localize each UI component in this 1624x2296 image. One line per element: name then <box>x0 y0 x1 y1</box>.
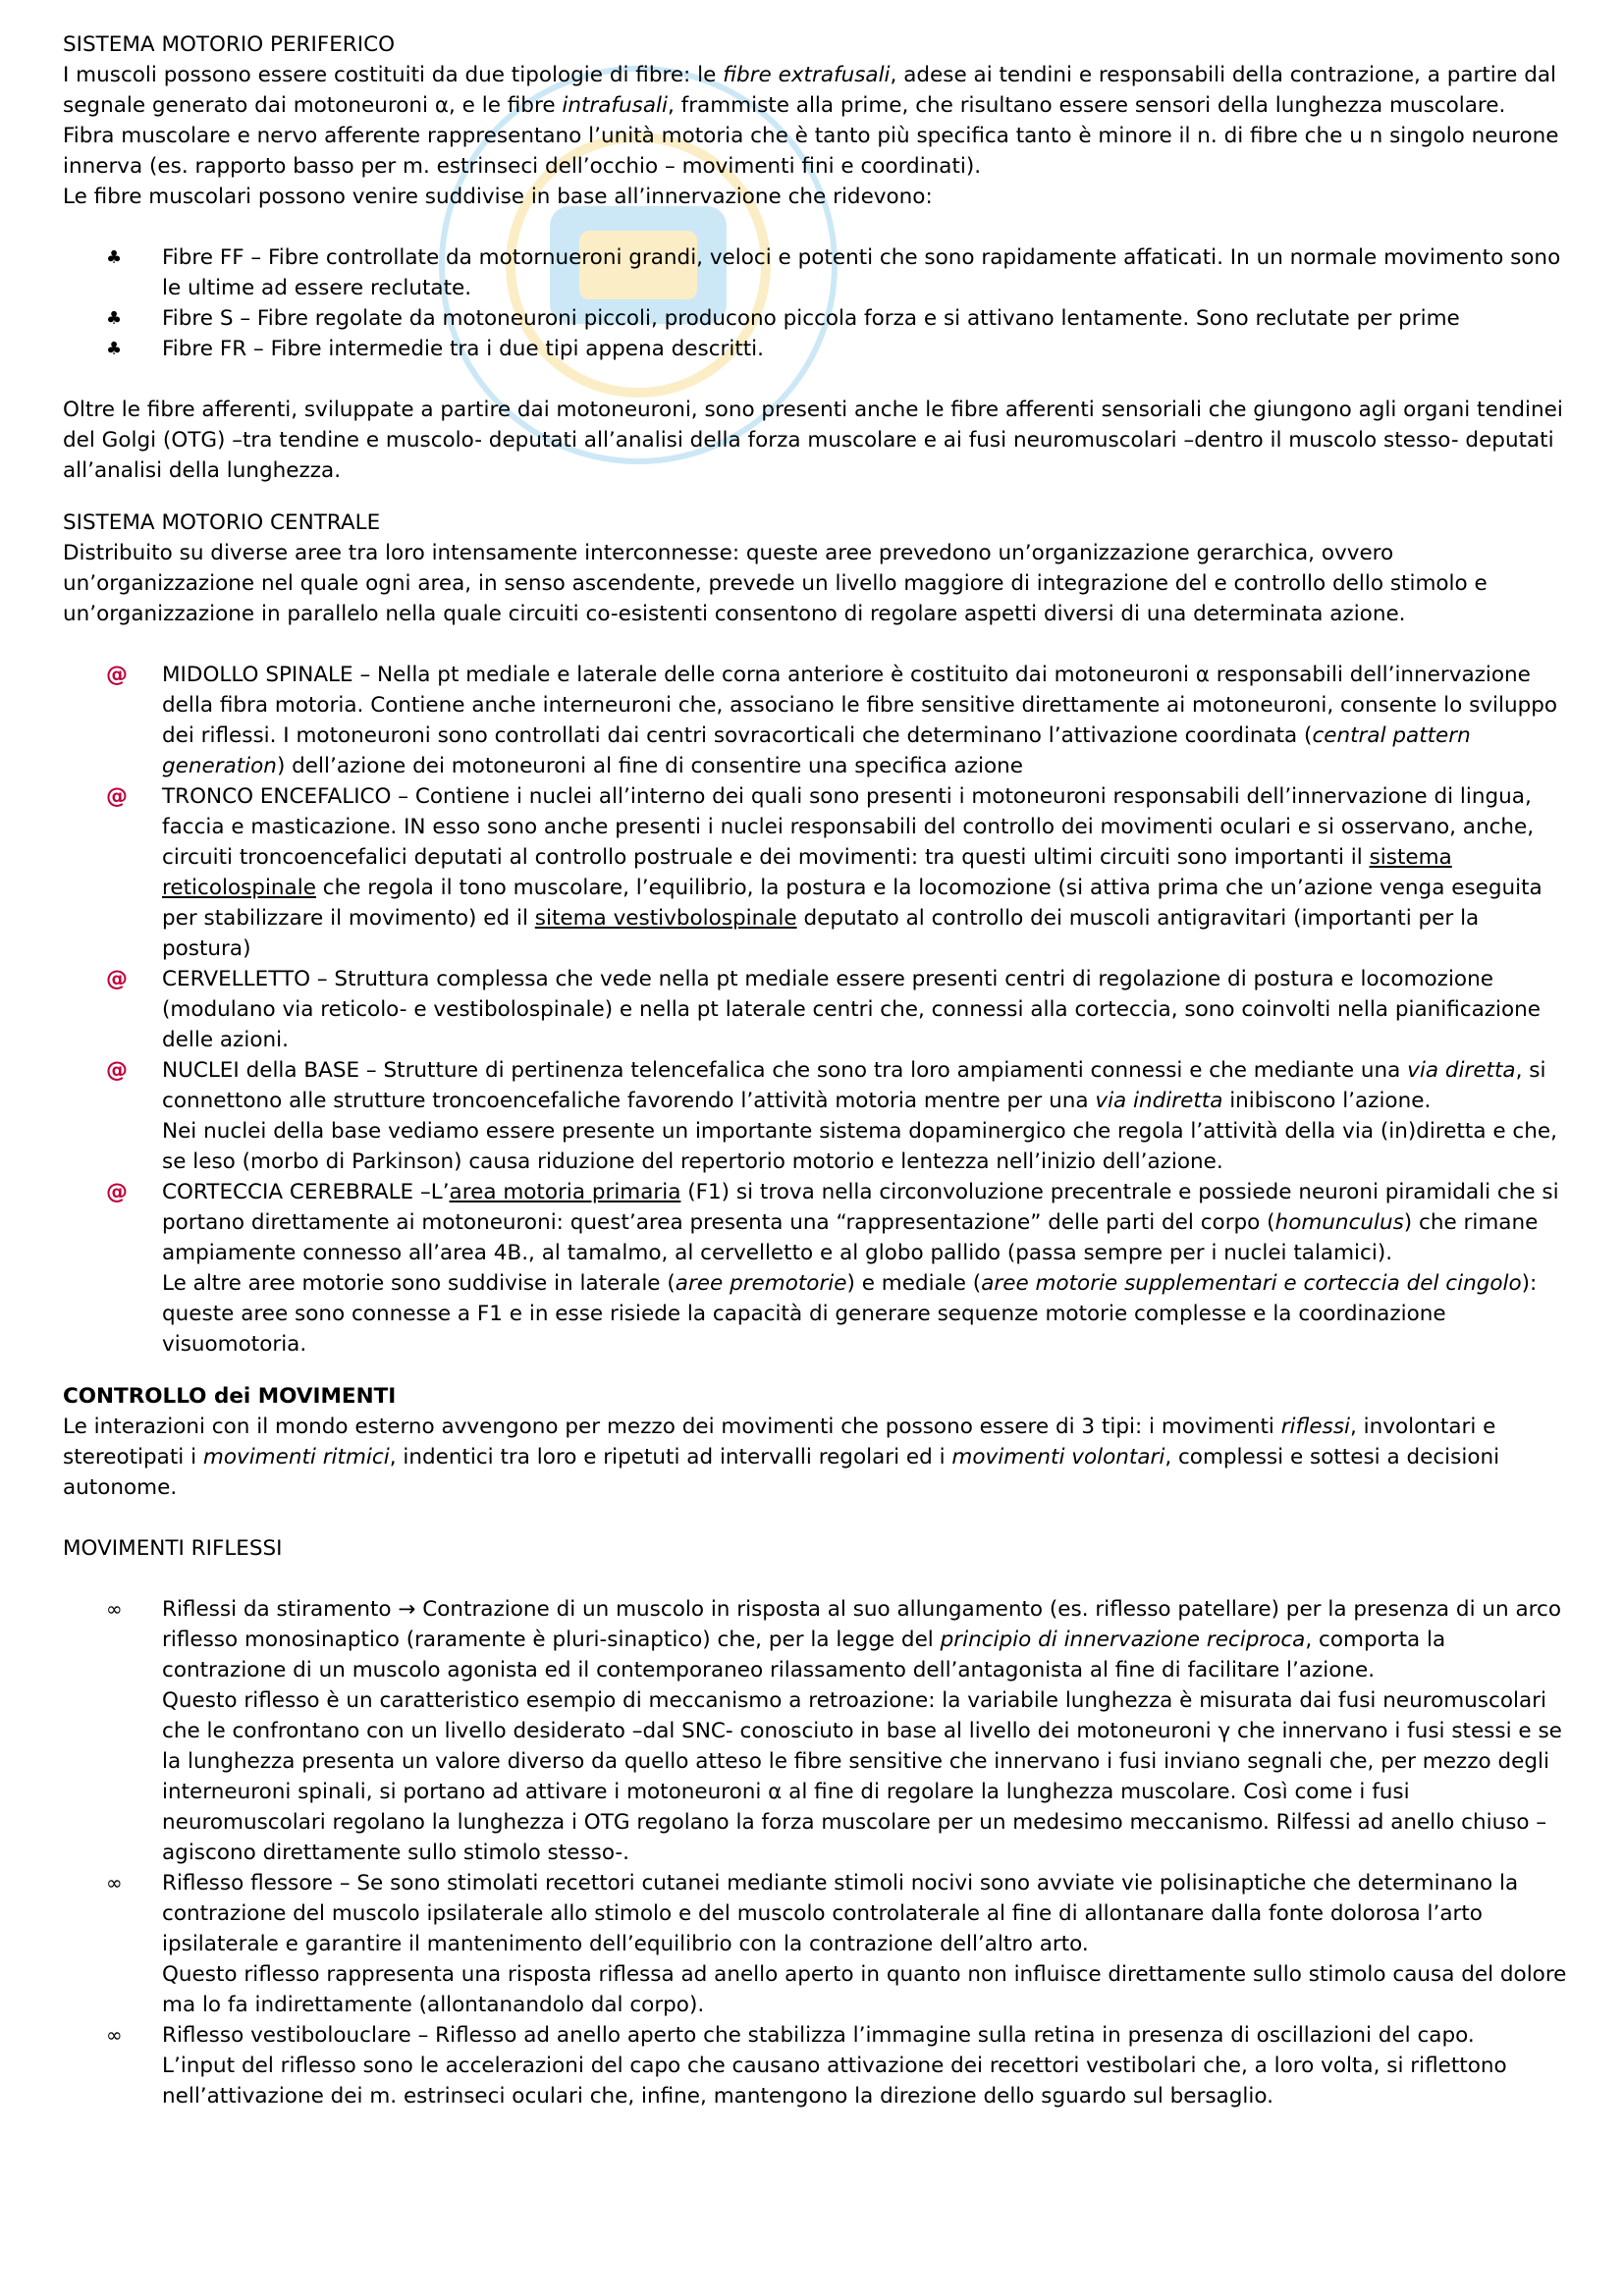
section-title-central: SISTEMA MOTORIO CENTRALE <box>63 510 381 535</box>
spiral-bullet-icon: @ <box>106 967 128 991</box>
section-title-peripheral: SISTEMA MOTORIO PERIFERICO <box>63 32 396 57</box>
list-item: ∞ Riflessi da stiramento → Contrazione di un muscolo in risposta al suo allungamento (es. riflesso patellare) per la presenza di un arco riflesso monosinaptico (raramente è pluri-sinaptico) che, per la legge del principio di innervazione reciproca, comporta la contrazione di un muscolo agonista ed il contemporaneo rilassamento dell’antagonista al fine di facilitare l’azione. Questo riflesso è un caratteristico esempio di meccanismo a retroazione: la variabile lunghezza è misurata dai fusi neuromuscolari che le confrontano con un livello desiderato –dal SNC- conosciuto in base al livello dei motoneuroni γ che innervano i fusi stessi e se la lunghezza presenta un valore diverso da quello atteso le fibre sensitive che innervano i fusi inviano segnali che, per mezzo degli interneuroni spinali, si portano ad attivare i motoneuroni α al fine di regolare la lunghezza muscolare. Così come i fusi neuromuscolari regolano la lunghezza i OTG regolano la forza muscolare per un medesimo meccanismo. Rilfessi ad anello chiuso –agiscono direttamente sullo stimolo stesso-. <box>63 1594 1567 1868</box>
spiral-bullet-icon: @ <box>106 784 128 809</box>
paragraph: Le interazioni con il mondo esterno avvengono per mezzo dei movimenti che possono essere di 3 tipi: i movimenti riflessi, involontari e stereotipati i movimenti ritmici, indentici tra loro e ripetuti ad intervalli regolari ed i movimenti volontari, complessi e sottesi a decisioni autonome. <box>63 1415 1500 1500</box>
paragraph: Oltre le fibre afferenti, sviluppate a partire dai motoneuroni, sono presenti anche le fibre afferenti sensoriali che giungono agli organi tendinei del Golgi (OTG) –tra tendine e muscolo- deputati all’analisi della forza muscolare e ai fusi neuromuscolari –dentro il muscolo stesso- deputati all’analisi della lunghezza. <box>63 398 1563 483</box>
list-item: @ MIDOLLO SPINALE – Nella pt mediale e laterale delle corna anteriore è costituito dai motoneuroni α responsabili dell’innervazione della fibra motoria. Contiene anche interneuroni che, associano le fibre sensitive direttamente ai motoneuroni, consente lo sviluppo dei riflessi. I motoneuroni sono controllati dai centri sovracorticali che determinano l’attivazione coordinata (central pattern generation) dell’azione dei motoneuroni al fine di consentire una specifica azione <box>63 660 1567 781</box>
paragraph: Distribuito su diverse aree tra loro intensamente interconnesse: queste aree prevedono un’organizzazione gerarchica, ovvero un’organizzazione nel quale ogni area, in senso ascendente, prevede un livello maggiore di integrazione del e controllo dello stimolo e un’organizzazione in parallelo nella quale circuiti co-esistenti consentono di regolare aspetti diversi di una determinata azione. <box>63 541 1488 626</box>
club-bullet-icon: ♣ <box>106 339 123 359</box>
list-item: @ CERVELLETTO – Struttura complessa che vede nella pt mediale essere presenti centri di regolazione di postura e locomozione (modulano via reticolo- e vestibolospinale) e nella pt laterale centri che, connessi alla corteccia, sono coinvolti nella pianificazione delle azioni. <box>63 964 1567 1055</box>
club-bullet-icon: ♣ <box>106 308 123 329</box>
paragraph: Le fibre muscolari possono venire suddivise in base all’innervazione che ridevono: <box>63 185 933 209</box>
paragraph: Fibra muscolare e nervo afferente rappresentano l’unità motoria che è tanto più specifica tanto è minore il n. di fibre che u n singolo neurone innerva (es. rapporto basso per m. estrinseci dell’occhio – movimenti fini e coordinati). <box>63 124 1559 179</box>
list-item: @ NUCLEI della BASE – Strutture di pertinenza telencefalica che sono tra loro ampiamenti connessi e che mediante una via diretta, si connettono alle strutture troncoencefaliche favorendo l’attività motoria mentre per una via indiretta inibiscono l’azione. Nei nuclei della base vediamo essere presente un importante sistema dopaminergico che regola l’attività della via (in)diretta e che, se leso (morbo di Parkinson) causa riduzione del repertorio motorio e lentezza nell’inizio dell’azione. <box>63 1055 1567 1177</box>
list-item: ♣ Fibre FF – Fibre controllate da motornueroni grandi, veloci e potenti che sono rapidamente affaticati. In un normale movimento sono le ultime ad essere reclutate. <box>63 242 1567 303</box>
infinity-bullet-icon: ∞ <box>106 1597 123 1621</box>
document-page <box>63 29 1567 2111</box>
spiral-bullet-icon: @ <box>106 1180 128 1204</box>
central-areas-list <box>63 660 1567 1360</box>
fiber-types-list <box>63 242 1567 364</box>
reflexes-list <box>63 1594 1567 2111</box>
paragraph: I muscoli possono essere costituiti da due tipologie di fibre: le fibre extrafusali, adese ai tendini e responsabili della contrazione, a partire dal segnale generato dai motoneuroni α, e le fibre intrafusali, frammiste alla prime, che risultano essere sensori della lunghezza muscolare. <box>63 63 1557 118</box>
list-item: ∞ Riflesso flessore – Se sono stimolati recettori cutanei mediante stimoli nocivi sono avviate vie polisinaptiche che determinano la contrazione del muscolo ipsilaterale allo stimolo e del muscolo controlaterale al fine di allontanare dalla fonte dolorosa l’arto ipsilaterale e garantire il mantenimento dell’equilibrio con la contrazione dell’altro arto. Questo riflesso rappresenta una risposta riflessa ad anello aperto in quanto non influisce direttamente sullo stimolo causa del dolore ma lo fa indirettamente (allontanandolo dal corpo). <box>63 1868 1567 2020</box>
list-item: @ CORTECCIA CEREBRALE –L’area motoria primaria (F1) si trova nella circonvoluzione precentrale e possiede neuroni piramidali che si portano direttamente ai motoneuroni: quest’area presenta una “rappresentazione” delle parti del corpo (homunculus) che rimane ampiamente connesso all’area 4B., al tamalmo, al cervelletto e al globo pallido (passa sempre per i nuclei talamici). Le altre aree motorie sono suddivise in laterale (aree premotorie) e mediale (aree motorie supplementari e corteccia del cingolo): queste aree sono connesse a F1 e in esse risiede la capacità di generare sequenze motorie complesse e la coordinazione visuomotoria. <box>63 1177 1567 1360</box>
list-item: ♣ Fibre FR – Fibre intermedie tra i due tipi appena descritti. <box>63 334 1567 364</box>
club-bullet-icon: ♣ <box>106 247 123 268</box>
list-item: @ TRONCO ENCEFALICO – Contiene i nuclei all’interno dei quali sono presenti i motoneuroni responsabili dell’innervazione di lingua, faccia e masticazione. IN esso sono anche presenti i nuclei responsabili del controllo dei movimenti oculari e si osservano, anche, circuiti troncoencefalici deputati al controllo postruale e dei movimenti: tra questi ultimi circuiti sono importanti il sistema reticolospinale che regola il tono muscolare, l’equilibrio, la postura e la locomozione (si attiva prima che un’azione venga eseguita per stabilizzare il movimento) ed il sitema vestivbolospinale deputato al controllo dei muscoli antigravitari (importanti per la postura) <box>63 781 1567 964</box>
infinity-bullet-icon: ∞ <box>106 2023 123 2047</box>
section-title-reflexes: MOVIMENTI RIFLESSI <box>63 1536 283 1561</box>
infinity-bullet-icon: ∞ <box>106 1871 123 1895</box>
spiral-bullet-icon: @ <box>106 1058 128 1083</box>
list-item: ♣ Fibre S – Fibre regolate da motoneuroni piccoli, producono piccola forza e si attivano lentamente. Sono reclutate per prime <box>63 303 1567 334</box>
section-title-movement-control: CONTROLLO dei MOVIMENTI <box>63 1384 397 1409</box>
list-item: ∞ Riflesso vestibolouclare – Riflesso ad anello aperto che stabilizza l’immagine sulla retina in presenza di oscillazioni del capo. L’input del riflesso sono le accelerazioni del capo che causano attivazione dei recettori vestibolari che, a loro volta, si riflettono nell’attivazione dei m. estrinseci oculari che, infine, mantengono la direzione dello sguardo sul bersaglio. <box>63 2020 1567 2111</box>
spiral-bullet-icon: @ <box>106 663 128 687</box>
